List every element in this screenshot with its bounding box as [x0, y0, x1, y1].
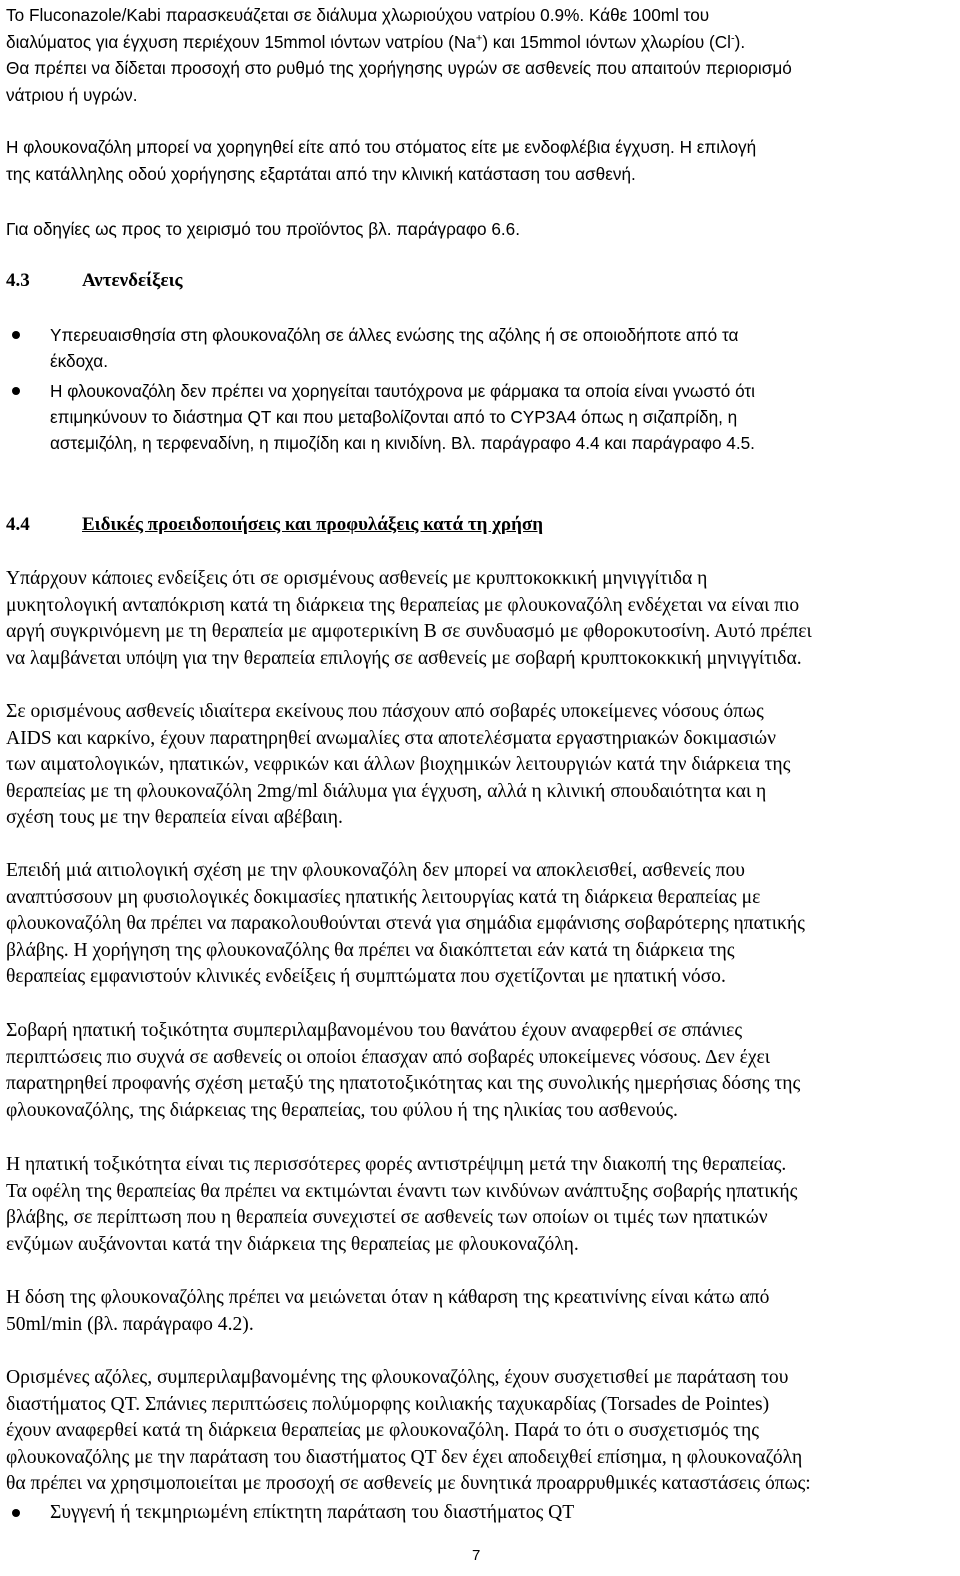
text-line: βλάβης. Η χορήγηση της φλουκοναζόλης θα πρέπει να διακόπτεται εάν κατά τη διάρκεια της — [6, 939, 735, 961]
text-line: Η δόση της φλουκοναζόλης πρέπει να μειώνεται όταν η κάθαρση της κρεατινίνης είναι κάτω από — [6, 1287, 770, 1308]
text-line: σχέση τους με την θεραπεία είναι αβέβαιη. — [6, 807, 343, 828]
text-line: να λαμβάνεται υπόψη για την θεραπεία επιλογής σε ασθενείς με σοβαρή κρυπτοκοκκική μηνιγγίτιδα. — [6, 647, 802, 669]
warning-paragraph — [6, 1018, 956, 1124]
text-line: παρατηρηθεί προφανής σχέση μεταξύ της ηπατοτοξικότητας και της συνολικής ημερήσιας δόσης της — [6, 1073, 801, 1094]
text-line: επιμηκύνουν το διάστημα QT και που μεταβολίζονται από το CYP3A4 όπως η σιζαπρίδη, η — [50, 407, 738, 427]
bullet-icon — [12, 1509, 20, 1517]
text-line: φλουκοναζόλης με την παράταση του διαστήματος QT δεν έχει αποδειχθεί επίσημα, η φλουκοναζόλη — [6, 1446, 803, 1468]
text-line: αργή συγκρινόμενη με τη θεραπεία με αμφοτερικίνη B σε συνδυασμό με φθοροκυτοσίνη. Αυτό πρέπει — [6, 621, 812, 642]
section-number: 4.4 — [6, 514, 30, 535]
text-line: διαστήματος QT. Σπάνιες περιπτώσεις πολύμορφης κοιλιακής ταχυκαρδίας (Torsades de Pointes) — [6, 1393, 770, 1415]
handling-note — [6, 216, 956, 243]
section-4-3-heading — [6, 268, 183, 294]
text-line: Θα πρέπει να δίδεται προσοχή στο ρυθμό της χορήγησης υγρών σε ασθενείς που απαιτούν περιορισμό — [6, 58, 792, 78]
text-line: της κατάλληλης οδού χορήγησης εξαρτάται από την κλινική κατάσταση του ασθενή. — [6, 163, 636, 184]
text-line: θεραπείας εμφανιστούν κλινικές ενδείξεις ή συμπτώματα που σχετίζονται με ηπατική νόσο. — [6, 966, 726, 987]
text-line: φλουκοναζόλης, της διάρκειας της θεραπείας, του φύλου ή της ηλικίας του ασθενούς. — [6, 1099, 678, 1121]
text-line: Επειδή μιά αιτιολογική σχέση με την φλουκοναζόλη δεν μπορεί να αποκλεισθεί, ασθενείς που — [6, 860, 745, 881]
text-line: αστεμιζόλη, η τερφεναδίνη, η πιμοζίδη και η κινιδίνη. Βλ. παράγραφο 4.4 και παράγραφο 4.5. — [50, 433, 755, 453]
warning-paragraph — [6, 566, 956, 672]
warning-paragraph — [6, 1152, 956, 1258]
warning-paragraph — [6, 1365, 956, 1498]
text-line: Για οδηγίες ως προς το χειρισμό του προϊόντος βλ. παράγραφο 6.6. — [6, 219, 520, 239]
text-line: Η ηπατική τοξικότητα είναι τις περισσότερες φορές αντιστρέψιμη μετά την διακοπή της θεραπείας. — [6, 1154, 787, 1175]
route-paragraph — [6, 134, 956, 187]
text-line: Συγγενή ή τεκμηριωμένη επίκτητη παράταση του διαστήματος QT — [50, 1502, 575, 1523]
text-line: διαλύματος για έγχυση περιέχουν 15mmol ιόντων νατρίου (Na+) και 15mmol ιόντων χλωρίου (Cl-). — [6, 31, 746, 52]
warning-paragraph — [6, 1285, 956, 1338]
text-line: Υπερευαισθησία στη φλουκοναζόλη σε άλλες ενώσης της αζόλης ή σε οποιοδήποτε από τα — [50, 325, 739, 345]
text-line: AIDS και καρκίνο, έχουν παρατηρηθεί ανωμαλίες στα αποτελέσματα εργαστηριακών δοκιμασιών — [6, 727, 777, 749]
text-line: περιπτώσεις πιο συχνά σε ασθενείς οι οποίοι έπασχαν από σοβαρές υποκείμενες νόσους. Δεν έχει — [6, 1046, 771, 1068]
section-title: Ειδικές προειδοποιήσεις και προφυλάξεις κατά τη χρήση — [82, 514, 543, 535]
section-4-4-heading — [6, 512, 543, 538]
text-line: έκδοχα. — [50, 351, 108, 371]
warning-paragraph — [6, 699, 956, 832]
bullet-icon — [12, 331, 20, 339]
text-line: Ορισμένες αζόλες, συμπεριλαμβανομένης της φλουκοναζόλης, έχουν συσχετισθεί με παράταση του — [6, 1367, 789, 1388]
page-number: 7 — [472, 1547, 481, 1564]
text-line: φλουκοναζόλη θα πρέπει να παρακολουθούνται στενά για σημάδια εμφάνισης σοβαρότερης ηπατικής — [6, 913, 805, 934]
text-line: θεραπείας με τη φλουκοναζόλη 2mg/ml διάλυμα για έγχυση, αλλά η κλινική σπουδαιότητα και η — [6, 780, 767, 802]
text-line: των αιματολογικών, ηπατικών, νεφρικών και άλλων βιοχημικών λειτουργιών κατά την διάρκεια της — [6, 754, 791, 775]
text-line: νάτριου ή υγρών. — [6, 84, 138, 105]
bullet-icon — [12, 387, 20, 395]
intro-paragraph — [6, 2, 956, 108]
text-line: Η φλουκοναζόλη μπορεί να χορηγηθεί είτε από του στόματος είτε με ενδοφλέβια έγχυση. Η επιλογή — [6, 137, 757, 157]
text-line: αναπτύσσουν μη φυσιολογικές δοκιμασίες ηπατικής λειτουργίας κατά τη διάρκεια θεραπείας με — [6, 886, 761, 908]
text-line: θα πρέπει να χρησιμοποιείται με προσοχή σε ασθενείς με δυνητικά προαρρυθμικές καταστάσεις όπως: — [6, 1473, 811, 1494]
text-line: Το Fluconazole/Kabi παρασκευάζεται σε διάλυμα χλωριούχου νατρίου 0.9%. Κάθε 100ml του — [6, 5, 710, 25]
text-line: βλάβης, σε περίπτωση που η θεραπεία συνεχιστεί σε ασθενείς των οποίων οι τιμές των ηπατικών — [6, 1207, 768, 1228]
text-line: Υπάρχουν κάποιες ενδείξεις ότι σε ορισμένους ασθενείς με κρυπτοκοκκική μηνιγγίτιδα η — [6, 568, 708, 589]
warning-paragraph — [6, 858, 956, 991]
text-line: ενζύμων αυξάνονται κατά την διάρκεια της θεραπείας με φλουκοναζόλη. — [6, 1233, 579, 1255]
text-line: Η φλουκοναζόλη δεν πρέπει να χορηγείται ταυτόχρονα με φάρμακα τα οποία είναι γνωστό ότι — [50, 381, 755, 401]
text-line: έχουν αναφερθεί κατά τη διάρκεια θεραπείας με φλουκοναζόλη. Παρά το ότι ο συσχετισμός της — [6, 1420, 759, 1441]
text-line: μυκητολογική ανταπόκριση κατά τη διάρκεια της θεραπείας με φλουκοναζόλη ενδέχεται να είναι πιο — [6, 594, 800, 616]
text-line: Σοβαρή ηπατική τοξικότητα συμπεριλαμβανομένου του θανάτου έχουν αναφερθεί σε σπάνιες — [6, 1020, 743, 1041]
section-title: Αντενδείξεις — [82, 270, 183, 291]
text-line: Τα οφέλη της θεραπείας θα πρέπει να εκτιμώνται έναντι των κινδύνων ανάπτυξης σοβαρής ηπατικής — [6, 1180, 798, 1202]
text-line: Σε ορισμένους ασθενείς ιδιαίτερα εκείνους που πάσχουν από σοβαρές υποκείμενες νόσους όπως — [6, 701, 764, 722]
section-number: 4.3 — [6, 270, 30, 291]
text-line: 50ml/min (βλ. παράγραφο 4.2). — [6, 1313, 254, 1335]
